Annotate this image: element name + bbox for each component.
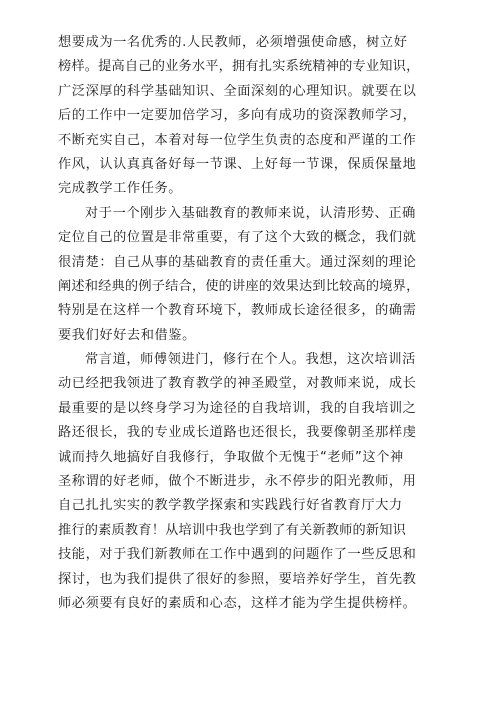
text-line: 特别是在这样一个教育环境下，教师成长途径很多，的确需 <box>58 303 417 319</box>
text-line: 想要成为一名优秀的.人民教师，必须增强使命感，树立好 <box>58 35 408 50</box>
text-line: 广泛深厚的科学基础知识、全面深刻的心理知识。就要在以 <box>58 83 417 99</box>
text-line: 后的工作中一定要加倍学习，多向有成功的资深教师学习， <box>58 108 417 124</box>
text-line: 很清楚：自己从事的基础教育的责任重大。通过深刻的理论 <box>58 254 417 270</box>
text-line: 要我们好好去和借鉴。 <box>58 327 196 343</box>
text-line: 路还很长，我的专业成长道路也还很长，我要像朝圣那样虔 <box>58 425 417 441</box>
text-line: 阐述和经典的例子结合，使的讲座的效果达到比较高的境界， <box>58 278 420 294</box>
text-line: 探讨，也为我们提供了很好的参照，要培养好学生，首先教 <box>58 571 417 587</box>
text-line: 诚而持久地搞好自我修行，争取做个无愧于“老师”这个神 <box>58 449 404 465</box>
text-line: 技能，对于我们新教师在工作中遇到的问题作了一些反思和 <box>58 547 417 563</box>
text-line: 不断充实自己，本着对每一位学生负责的态度和严谨的工作 <box>58 132 417 148</box>
text-line: 动已经把我领进了教育教学的神圣殿堂，对教师来说，成长 <box>58 376 417 392</box>
paragraph-start-line: 对于一个刚步入基础教育的教师来说，认清形势、正确 <box>85 205 416 221</box>
text-line: 定位自己的位置是非常重要，有了这个大致的概念，我们就 <box>58 230 417 246</box>
text-line: 作风，认认真真备好每一节课、上好每一节课，保质保量地 <box>58 156 417 172</box>
body-text <box>58 31 450 616</box>
text-line: 圣称谓的好老师，做个不断进步，永不停步的阳光教师，用 <box>58 474 417 490</box>
text-line: 完成教学工作任务。 <box>58 181 183 197</box>
paragraph-start-line: 常言道，师傅领进门，修行在个人。我想，这次培训活 <box>85 352 416 368</box>
text-line: 自己扎扎实实的教学教学探索和实践践行好省教育厅大力 <box>58 498 403 514</box>
text-line: 榜样。提高自己的业务水平，拥有扎实系统精神的专业知识， <box>58 59 420 75</box>
text-line: 最重要的是以终身学习为途径的自我培训，我的自我培训之 <box>58 400 417 416</box>
text-line: 师必须要有良好的素质和心态，这样才能为学生提供榜样。 <box>58 595 417 611</box>
text-line: 推行的素质教育！从培训中我也学到了有关新教师的新知识 <box>58 522 407 538</box>
